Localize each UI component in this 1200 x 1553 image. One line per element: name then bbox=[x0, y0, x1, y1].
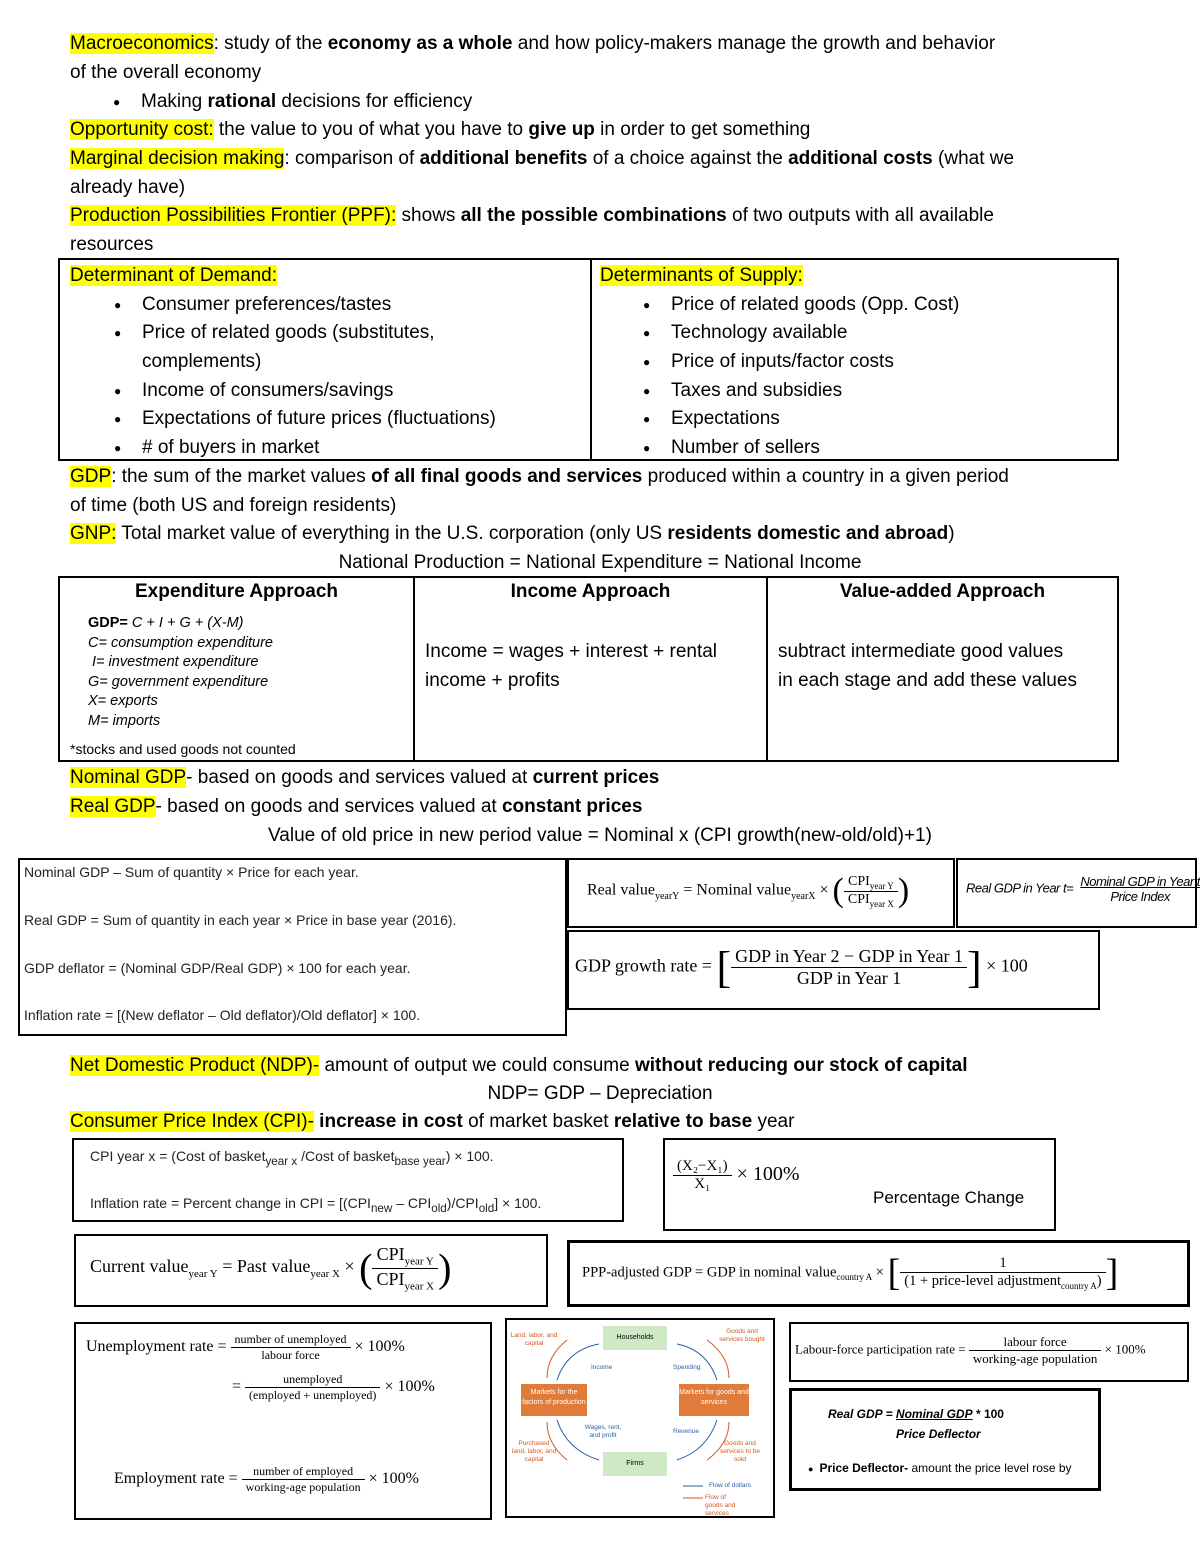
real-gdp-deflator-formula: Real GDP = Nominal GDP * 100 bbox=[828, 1407, 1004, 1421]
gnp-definition: GNP: Total market value of everything in the U.S. corporation (only US residents domestic and abroad) bbox=[70, 523, 955, 544]
labour-participation-formula: Labour-force participation rate = $\frac{\text{labour force}}{\text{working-age population}}$ × 100% bbox=[789, 1322, 1189, 1382]
term-highlight: Opportunity cost: bbox=[70, 119, 214, 140]
demand-title: Determinant of Demand: bbox=[70, 265, 277, 286]
formula-line: Inflation rate = [(New deflator – Old deflator)/Old deflator] × 100. bbox=[24, 1007, 421, 1023]
real-value-formula: Real value$_{yearY}$ = Nominal value$_{yearX}$ × ( $\frac{CPI_{year Y}}{CPI_{year X}}$ ) bbox=[567, 858, 955, 928]
cpi-formula: CPI year x = (Cost of basket$_{year x}$ /Cost of basket$_{base year}$) × 100. bbox=[90, 1148, 494, 1168]
expenditure-approach bbox=[60, 578, 415, 760]
value-added-text: subtract intermediate good values in each stage and add these values bbox=[778, 641, 1077, 691]
ndp-definition: Net Domestic Product (NDP)- amount of output we could consume without reducing our stock of capital bbox=[70, 1055, 968, 1076]
circular-flow-diagram bbox=[505, 1318, 775, 1518]
cpi-definition: Consumer Price Index (CPI)- increase in cost of market basket relative to base year bbox=[70, 1111, 795, 1132]
expenditure-formula: GDP= C + I + G + (X-M) C= consumption expenditure I= investment expenditure G= government expenditure X= exports M= imports bbox=[88, 615, 273, 729]
expenditure-title: Expenditure Approach bbox=[134, 581, 339, 602]
goods-market-box: Markets for goods and services bbox=[679, 1384, 749, 1416]
percentage-change-label: Percentage Change bbox=[873, 1188, 1025, 1207]
macroeconomics-definition-cont: of the overall economy bbox=[70, 62, 262, 83]
supply-title: Determinants of Supply: bbox=[600, 265, 803, 286]
list-item: ● Expectations of future prices (fluctuations) bbox=[142, 405, 496, 434]
factors-market-box: Markets for the factors of production bbox=[521, 1384, 587, 1416]
ppp-formula: PPP-adjusted GDP = GDP in nominal value$_{country A}$ × [ $\frac{1}{(1 + price-level adjustment_{country A})}$ ] bbox=[567, 1240, 1190, 1307]
marginal-decision-definition-cont: already have) bbox=[70, 177, 186, 198]
flow-label: Goods and services to be sold bbox=[719, 1440, 761, 1463]
gdp-formulas-box bbox=[18, 858, 567, 1036]
cpi-formula-box bbox=[72, 1138, 624, 1222]
term-highlight: Nominal GDP bbox=[70, 767, 187, 788]
term-highlight: Marginal decision making bbox=[70, 148, 285, 169]
employment-rate: Employment rate = $\frac{\text{number of employed}}{\text{working-age population}}$ × 100% bbox=[114, 1464, 419, 1494]
ppf-definition-cont: resources bbox=[70, 234, 154, 255]
national-equation: National Production = National Expenditure = National Income bbox=[338, 552, 862, 573]
price-deflector-definition: ● Price Deflector- amount the price level rose by bbox=[808, 1461, 1072, 1475]
income-text: Income = wages + interest + rental income + profits bbox=[425, 641, 718, 691]
unemployment-formulas bbox=[74, 1322, 492, 1520]
percentage-change-formula: $\frac{\text{(X₂−X₁)}}{\text{X₁}}$ × 100% Percentage Change bbox=[663, 1138, 1056, 1231]
term-highlight: Macroeconomics bbox=[70, 33, 214, 54]
price-deflector-denominator: Price Deflector bbox=[896, 1427, 981, 1441]
flow-label: Goods and services bought bbox=[719, 1328, 765, 1343]
price-deflector-box bbox=[789, 1388, 1101, 1491]
list-item: ● Price of related goods (Opp. Cost) bbox=[671, 291, 959, 320]
flow-label: Purchased land, labor, and capital bbox=[511, 1440, 557, 1463]
list-item: ● Making rational decisions for efficiency bbox=[141, 88, 472, 117]
households-box: Households bbox=[603, 1326, 667, 1350]
unemployment-rate: Unemployment rate = $\frac{\text{number of unemployed}}{\text{labour force}}$ × 100% bbox=[86, 1332, 405, 1362]
gdp-growth-formula: GDP growth rate = [ $\frac{\text{GDP in Year 2 − GDP in Year 1}}{\text{GDP in Year 1}}$ ] × 100 bbox=[567, 930, 1100, 1010]
term-highlight: Consumer Price Index (CPI)- bbox=[70, 1111, 314, 1132]
flow-label: Income bbox=[591, 1364, 613, 1371]
unemployment-rate-alt: = $\frac{\text{unemployed}}{\text{(employed + unemployed)}}$ × 100% bbox=[232, 1372, 435, 1402]
approaches-table bbox=[58, 576, 1119, 762]
income-title: Income Approach bbox=[510, 581, 671, 602]
flow-label: Wages, rent, and profit bbox=[584, 1424, 622, 1439]
list-item: ● Price of related goods (substitutes, bbox=[142, 319, 435, 348]
legend-dollars: Flow of dollars bbox=[709, 1482, 751, 1489]
real-gdp-year-t-formula: Real GDP in Year t= $\frac{\text{Nominal GDP in Year t}}{\text{Price Index}}$ bbox=[956, 858, 1197, 928]
opportunity-cost-definition: Opportunity cost: the value to you of what you have to give up in order to get something bbox=[70, 119, 811, 140]
list-item: ● Income of consumers/savings bbox=[142, 377, 393, 406]
term-highlight: Net Domestic Product (NDP)- bbox=[70, 1055, 320, 1076]
term-highlight: GDP bbox=[70, 466, 112, 487]
gdp-definition-cont: of time (both US and foreign residents) bbox=[70, 495, 397, 516]
list-item: ● Taxes and subsidies bbox=[671, 377, 842, 406]
macroeconomics-definition: Macroeconomics: study of the economy as a whole and how policy-makers manage the growth and behavior bbox=[70, 33, 996, 54]
flow-label: Spending bbox=[673, 1364, 701, 1371]
demand-column bbox=[60, 260, 592, 459]
list-item: ● # of buyers in market bbox=[142, 434, 319, 463]
flow-label: Land, labor, and capital bbox=[510, 1332, 558, 1347]
list-item: ● Price of inputs/factor costs bbox=[671, 348, 894, 377]
nominal-gdp-definition: Nominal GDP- based on goods and services valued at current prices bbox=[70, 767, 660, 788]
supply-column bbox=[592, 260, 1117, 459]
value-added-approach bbox=[768, 578, 1117, 760]
flow-label: Revenue bbox=[673, 1428, 700, 1435]
formula-line: Nominal GDP – Sum of quantity × Price for each year. bbox=[24, 864, 359, 880]
list-item: ● Technology available bbox=[671, 319, 847, 348]
real-gdp-definition: Real GDP- based on goods and services valued at constant prices bbox=[70, 796, 643, 817]
list-item: ● Expectations bbox=[671, 405, 780, 434]
legend-goods: Flow of goods and services bbox=[705, 1494, 736, 1517]
old-price-formula: Value of old price in new period value = Nominal x (CPI growth(new-old/old)+1) bbox=[268, 825, 932, 846]
inflation-formula: Inflation rate = Percent change in CPI = $[(CPI_{new} - CPI_{old})/CPI_{old}] \times 100$. bbox=[90, 1195, 542, 1215]
list-item: ● Number of sellers bbox=[671, 434, 820, 463]
formula-line: GDP deflator = (Nominal GDP/Real GDP) × 100 for each year. bbox=[24, 960, 411, 976]
ppf-definition: Production Possibilities Frontier (PPF): shows all the possible combinations of two outputs with all available bbox=[70, 205, 994, 226]
list-item: ● Consumer preferences/tastes bbox=[142, 291, 391, 320]
current-value-formula: Current value$_{year Y}$ = Past value$_{year X}$ × ( $\frac{CPI_{year Y}}{CPI_{year X}}$ ) bbox=[74, 1234, 548, 1307]
determinants-table bbox=[58, 258, 1119, 461]
marginal-decision-definition: Marginal decision making: comparison of additional benefits of a choice against the additional costs (what we bbox=[70, 148, 1015, 169]
value-added-title: Value-added Approach bbox=[839, 581, 1046, 602]
firms-box: Firms bbox=[603, 1452, 667, 1476]
gdp-definition: GDP: the sum of the market values of all final goods and services produced within a country in a given period bbox=[70, 466, 1009, 487]
term-highlight: Real GDP bbox=[70, 796, 156, 817]
term-highlight: Production Possibilities Frontier (PPF): bbox=[70, 205, 397, 226]
list-item-cont: complements) bbox=[142, 351, 262, 372]
ndp-equation: NDP= GDP – Depreciation bbox=[487, 1083, 713, 1104]
formula-line: Real GDP = Sum of quantity in each year × Price in base year (2016). bbox=[24, 912, 457, 928]
expenditure-note: *stocks and used goods not counted bbox=[70, 741, 296, 757]
income-approach bbox=[415, 578, 768, 760]
term-highlight: GNP: bbox=[70, 523, 117, 544]
